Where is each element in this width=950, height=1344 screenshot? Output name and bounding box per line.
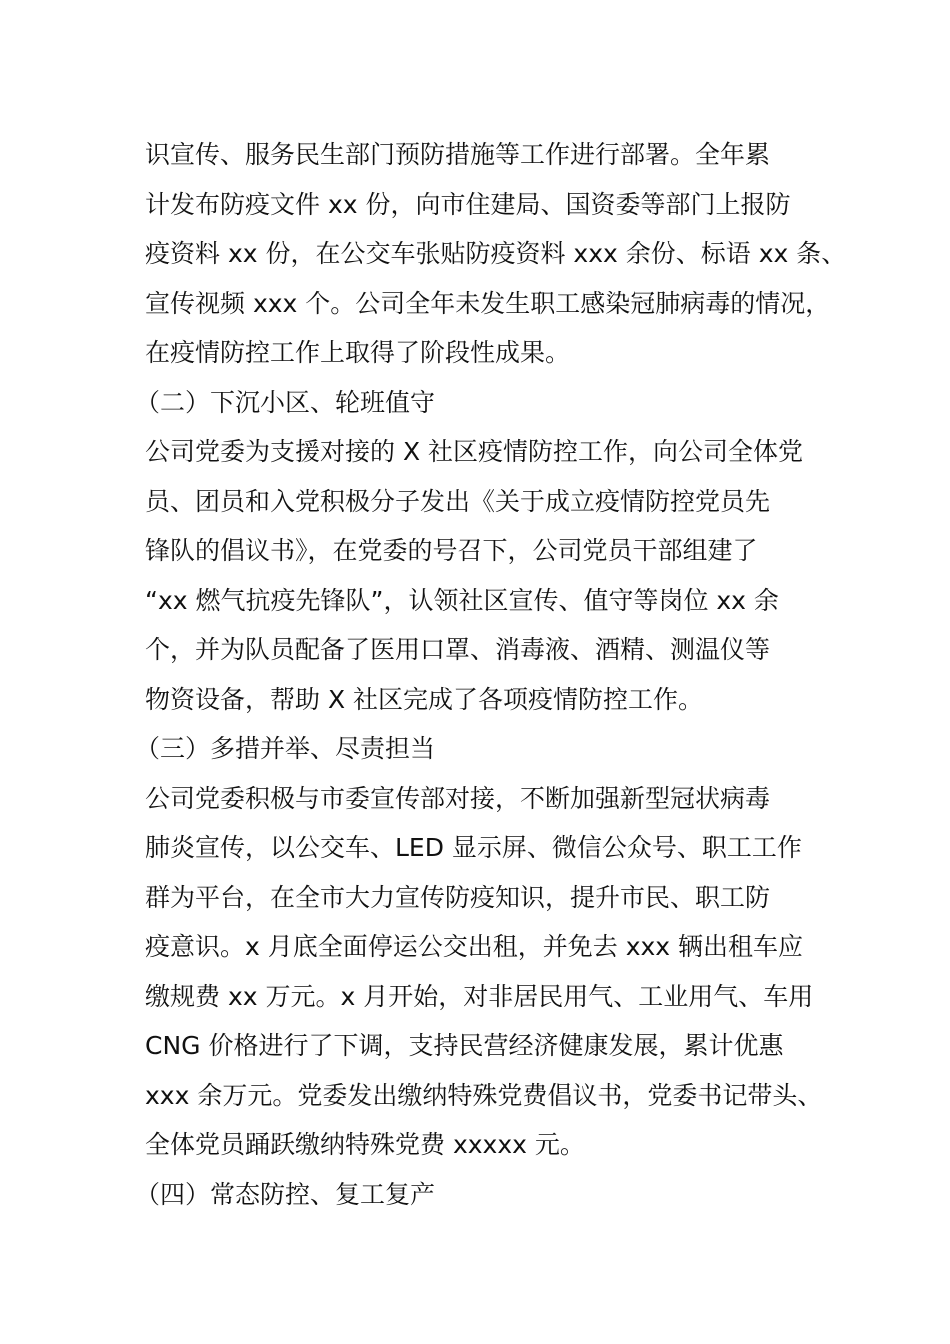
text-line: 缴规费 xx 万元。x 月开始，对非居民用气、工业用气、车用: [145, 981, 814, 1011]
text-line: 识宣传、服务民生部门预防措施等工作进行部署。全年累: [145, 140, 771, 169]
text-line: 疫资料 xx 份，在公交车张贴防疫资料 xxx 余份、标语 xx 条、: [145, 239, 847, 268]
document-body: [135, 130, 847, 1219]
text-line: xxx 余万元。党委发出缴纳特殊党费倡议书，党委书记带头、: [145, 1080, 823, 1110]
text-line: 公司党委积极与市委宣传部对接，不断加强新型冠状病毒: [145, 783, 771, 813]
section-heading-2: （二）下沉小区、轮班值守: [135, 387, 436, 417]
section-heading-3: （三）多措并举、尽责担当: [135, 734, 436, 763]
text-line: 计发布防疫文件 xx 份，向市住建局、国资委等部门上报防: [145, 189, 791, 219]
text-line: 宣传视频 xxx 个。公司全年未发生职工感染冠肺病毒的情况，: [145, 288, 831, 318]
text-line: 员、团员和入党积极分子发出《关于成立疫情防控党员先: [145, 486, 771, 516]
paragraph-multiple-measures: [145, 774, 845, 1170]
text-line: 物资设备，帮助 X 社区完成了各项疫情防控工作。: [145, 684, 704, 714]
section-heading-4: （四）常态防控、复工复产: [135, 1179, 436, 1209]
paragraph-epidemic-publicity: [145, 130, 845, 378]
paragraph-community-support: [145, 427, 845, 724]
text-line: 群为平台，在全市大力宣传防疫知识，提升市民、职工防: [145, 882, 771, 912]
text-line: 全体党员踊跃缴纳特殊党费 xxxxx 元。: [145, 1130, 585, 1159]
text-line: 疫意识。x 月底全面停运公交出租，并免去 xxx 辆出租车应: [145, 932, 804, 961]
text-line: “xx 燃气抗疫先锋队”，认领社区宣传、值守等岗位 xx 余: [145, 585, 779, 615]
text-line: 公司党委为支援对接的 X 社区疫情防控工作，向公司全体党: [145, 437, 804, 466]
text-line: 肺炎宣传，以公交车、LED 显示屏、微信公众号、职工工作: [145, 833, 802, 862]
text-line: 个，并为队员配备了医用口罩、消毒液、酒精、测温仪等: [145, 635, 771, 664]
text-line: 锋队的倡议书》，在党委的号召下，公司党员干部组建了: [145, 536, 758, 565]
text-line: 在疫情防控工作上取得了阶段性成果。: [145, 338, 571, 367]
text-line: CNG 价格进行了下调，支持民营经济健康发展，累计优惠: [145, 1031, 784, 1060]
